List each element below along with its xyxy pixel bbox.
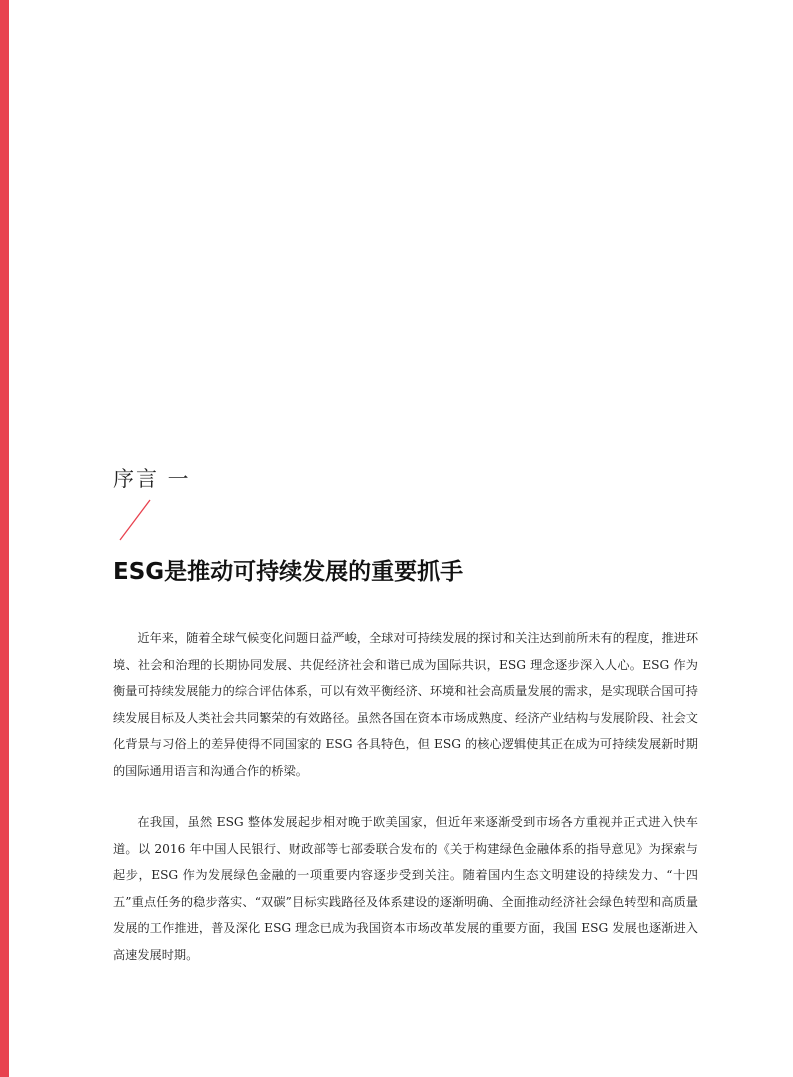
accent-side-bar (0, 0, 9, 1077)
section-label: 序言 一 (113, 467, 191, 491)
page-title: ESG是推动可持续发展的重要抓手 (113, 559, 464, 585)
body-paragraph-1: 近年来，随着全球气候变化问题日益严峻，全球对可持续发展的探讨和关注达到前所未有的程度，推进环境、社会和治理的长期协同发展、共促经济社会和谐已成为国际共识，ESG 理念逐步深入人心。ESG 作为衡量可持续发展能力的综合评估体系，可以有效平衡经济、环境和社会高质量发展的需求，是实现联合国可持续发展目标及人类社会共同繁荣的有效路径。虽然各国在资本市场成熟度、经济产业结构与发展阶段、社会文化背景与习俗上的差异使得不同国家的 ESG 各具特色，但 ESG 的核心逻辑使其正在成为可持续发展新时期的国际通用语言和沟通合作的桥梁。 (113, 631, 699, 778)
body-paragraph-2: 在我国，虽然 ESG 整体发展起步相对晚于欧美国家，但近年来逐渐受到市场各方重视并正式进入快车道。以 2016 年中国人民银行、财政部等七部委联合发布的《关于构建绿色金融体系的指导意见》为探索与起步，ESG 作为发展绿色金融的一项重要内容逐步受到关注。随着国内生态文明建设的持续发力、“十四五”重点任务的稳步落实、“双碳”目标实践路径及体系建设的逐渐明确、全面推动经济社会绿色转型和高质量发展的工作推进，普及深化 ESG 理念已成为我国资本市场改革发展的重要方面，我国 ESG 发展也逐渐进入高速发展时期。 (113, 815, 698, 962)
decorative-slash (118, 498, 152, 542)
